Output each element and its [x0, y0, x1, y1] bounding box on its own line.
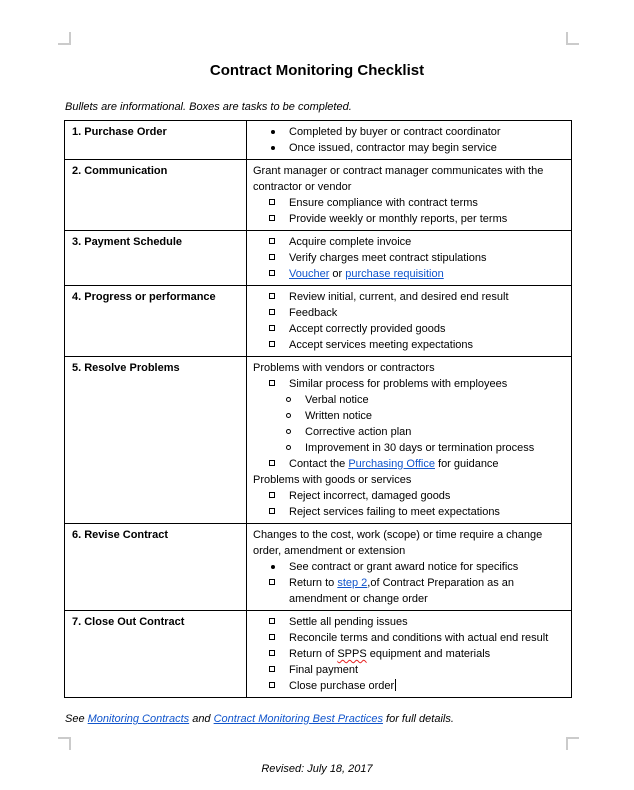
hyperlink[interactable]: Voucher	[289, 268, 330, 280]
list-item	[253, 392, 569, 408]
checkbox-icon[interactable]	[269, 666, 275, 672]
hyperlink[interactable]: Purchasing Office	[348, 458, 435, 470]
list-item	[253, 575, 569, 607]
text-segment: Settle all pending issues	[289, 616, 408, 628]
item-text	[289, 646, 569, 662]
paragraph	[253, 472, 569, 488]
text-segment: Return of	[289, 648, 338, 660]
glyph-holder	[269, 211, 289, 221]
glyph-holder	[269, 614, 289, 624]
item-text	[305, 392, 569, 408]
table-row	[65, 611, 572, 698]
item-text	[289, 376, 569, 392]
table-row	[65, 286, 572, 357]
paragraph	[253, 360, 569, 376]
text-segment: Feedback	[289, 307, 338, 319]
text-segment: Problems with goods or services	[253, 474, 412, 486]
item-text	[289, 266, 569, 282]
margin-mark-bottom-right-icon	[566, 737, 579, 750]
list-item	[253, 211, 569, 227]
checkbox-icon[interactable]	[269, 492, 275, 498]
item-text	[253, 527, 569, 559]
row-content	[247, 357, 572, 524]
checkbox-icon[interactable]	[269, 579, 275, 585]
list-item	[253, 408, 569, 424]
item-text	[253, 472, 569, 488]
checkbox-icon[interactable]	[269, 682, 275, 688]
item-text	[289, 575, 569, 607]
row-label: 5. Resolve Problems	[65, 357, 247, 524]
glyph-holder	[269, 234, 289, 244]
text-segment: Grant manager or contract manager communicates with the contractor or vendor	[253, 165, 544, 193]
text-cursor	[395, 679, 396, 691]
checkbox-icon[interactable]	[269, 460, 275, 466]
list-item	[253, 614, 569, 630]
text-segment: Contact the	[289, 458, 349, 470]
glyph-holder	[285, 408, 305, 418]
list-item	[253, 559, 569, 575]
item-text	[289, 211, 569, 227]
checkbox-icon[interactable]	[269, 270, 275, 276]
text-segment: See contract or grant award notice for specifics	[289, 561, 519, 573]
list-item	[253, 456, 569, 472]
item-text	[289, 305, 569, 321]
text-segment: or	[329, 268, 346, 280]
instructions-note: Bullets are informational. Boxes are tasks to be completed.	[65, 101, 352, 113]
margin-mark-top-left-icon	[58, 32, 71, 45]
list-item	[253, 250, 569, 266]
checklist-table-body	[65, 121, 572, 698]
list-item	[253, 488, 569, 504]
checkbox-icon[interactable]	[269, 199, 275, 205]
item-text	[305, 408, 569, 424]
table-row	[65, 121, 572, 160]
text-segment: Improvement in 30 days or termination process	[305, 442, 535, 454]
circle-bullet-icon	[286, 429, 291, 434]
item-text	[253, 360, 569, 376]
hyperlink[interactable]: purchase requisition	[345, 268, 444, 280]
item-text	[289, 195, 569, 211]
circle-bullet-icon	[286, 413, 291, 418]
row-content	[247, 611, 572, 698]
text-segment: Reconcile terms and conditions with actual end result	[289, 632, 549, 644]
list-item	[253, 195, 569, 211]
checkbox-icon[interactable]	[269, 215, 275, 221]
checkbox-icon[interactable]	[269, 380, 275, 386]
row-content	[247, 160, 572, 231]
item-text	[289, 140, 569, 156]
hyperlink[interactable]: Monitoring Contracts	[87, 713, 190, 725]
hyperlink[interactable]: step 2	[337, 577, 368, 589]
text-segment: Reject incorrect, damaged goods	[289, 490, 451, 502]
item-text	[289, 488, 569, 504]
text-segment: Similar process for problems with employees	[289, 378, 508, 390]
item-text	[289, 662, 569, 678]
glyph-holder	[269, 124, 289, 134]
margin-mark-bottom-left-icon	[58, 737, 71, 750]
paragraph	[253, 163, 569, 195]
revised-date: Revised: July 18, 2017	[261, 763, 373, 775]
glyph-holder	[269, 678, 289, 688]
checklist-table	[64, 120, 572, 698]
footer-note	[65, 711, 634, 727]
row-content	[247, 231, 572, 286]
text-segment: SPPS	[337, 648, 367, 660]
checkbox-icon[interactable]	[269, 293, 275, 299]
checkbox-icon[interactable]	[269, 254, 275, 260]
text-segment: Changes to the cost, work (scope) or time require a change order, amendment or extension	[253, 529, 543, 557]
bullet-icon	[271, 130, 275, 134]
list-item	[253, 305, 569, 321]
list-item	[253, 504, 569, 520]
glyph-holder	[269, 376, 289, 386]
text-segment: Verify charges meet contract stipulations	[289, 252, 487, 264]
row-content	[247, 524, 572, 611]
text-segment: Return to	[289, 577, 338, 589]
glyph-holder	[269, 504, 289, 514]
text-segment: Problems with vendors or contractors	[253, 362, 435, 374]
glyph-holder	[285, 440, 305, 450]
text-segment: ,of Contract Preparation as an amendment or change order	[289, 577, 515, 605]
item-text	[289, 124, 569, 140]
text-segment: for full details.	[382, 713, 454, 725]
list-item	[253, 646, 569, 662]
glyph-holder	[269, 646, 289, 656]
text-segment: Written notice	[305, 410, 373, 422]
item-text	[289, 456, 569, 472]
row-label: 2. Communication	[65, 160, 247, 231]
item-text	[289, 289, 569, 305]
table-row	[65, 231, 572, 286]
checkbox-icon[interactable]	[269, 650, 275, 656]
glyph-holder	[269, 140, 289, 150]
text-segment: Reject services failing to meet expectations	[289, 506, 500, 518]
list-item	[253, 678, 569, 694]
list-item	[253, 424, 569, 440]
item-text	[289, 559, 569, 575]
item-text	[289, 630, 569, 646]
circle-bullet-icon	[286, 445, 291, 450]
margin-mark-top-right-icon	[566, 32, 579, 45]
list-item	[253, 140, 569, 156]
text-segment: equipment and materials	[366, 648, 491, 660]
item-text	[289, 321, 569, 337]
row-label: 3. Payment Schedule	[65, 231, 247, 286]
item-text	[253, 163, 569, 195]
item-text	[289, 234, 569, 250]
checkbox-icon[interactable]	[269, 634, 275, 640]
glyph-holder	[285, 424, 305, 434]
glyph-holder	[269, 337, 289, 347]
row-label: 7. Close Out Contract	[65, 611, 247, 698]
glyph-holder	[269, 266, 289, 276]
glyph-holder	[269, 321, 289, 331]
row-label: 1. Purchase Order	[65, 121, 247, 160]
checkbox-icon[interactable]	[269, 618, 275, 624]
item-text	[289, 504, 569, 520]
text-segment: Provide weekly or monthly reports, per terms	[289, 213, 508, 225]
text-segment: Final payment	[289, 664, 359, 676]
row-label: 6. Revise Contract	[65, 524, 247, 611]
text-segment: Close purchase order	[289, 680, 395, 692]
table-row	[65, 524, 572, 611]
item-text	[289, 337, 569, 353]
bullet-icon	[271, 565, 275, 569]
glyph-holder	[269, 195, 289, 205]
checkbox-icon[interactable]	[269, 341, 275, 347]
checkbox-icon[interactable]	[269, 309, 275, 315]
text-segment: Review initial, current, and desired end result	[289, 291, 509, 303]
text-segment: Verbal notice	[305, 394, 369, 406]
row-content	[247, 286, 572, 357]
row-label: 4. Progress or performance	[65, 286, 247, 357]
table-row	[65, 160, 572, 231]
list-item	[253, 124, 569, 140]
checkbox-icon[interactable]	[269, 508, 275, 514]
paragraph	[253, 527, 569, 559]
item-text	[289, 250, 569, 266]
glyph-holder	[269, 305, 289, 315]
list-item	[253, 662, 569, 678]
circle-bullet-icon	[286, 397, 291, 402]
list-item	[253, 289, 569, 305]
list-item	[253, 337, 569, 353]
table-row	[65, 357, 572, 524]
page-title: Contract Monitoring Checklist	[209, 62, 425, 79]
text-segment: Corrective action plan	[305, 426, 412, 438]
checkbox-icon[interactable]	[269, 238, 275, 244]
list-item	[253, 234, 569, 250]
text-segment: Once issued, contractor may begin service	[289, 142, 497, 154]
glyph-holder	[269, 250, 289, 260]
list-item	[253, 630, 569, 646]
text-segment: for guidance	[434, 458, 499, 470]
text-segment: See	[65, 713, 88, 725]
list-item	[253, 266, 569, 282]
item-text	[305, 424, 569, 440]
row-content	[247, 121, 572, 160]
item-text	[289, 614, 569, 630]
glyph-holder	[269, 289, 289, 299]
glyph-holder	[269, 662, 289, 672]
glyph-holder	[285, 392, 305, 402]
checkbox-icon[interactable]	[269, 325, 275, 331]
bullet-icon	[271, 146, 275, 150]
text-segment: Acquire complete invoice	[289, 236, 412, 248]
text-segment: Ensure compliance with contract terms	[289, 197, 478, 209]
text-segment: and	[189, 713, 214, 725]
hyperlink[interactable]: Contract Monitoring Best Practices	[213, 713, 383, 725]
text-segment: Accept correctly provided goods	[289, 323, 446, 335]
text-segment: Accept services meeting expectations	[289, 339, 474, 351]
item-text	[305, 440, 569, 456]
glyph-holder	[269, 559, 289, 569]
item-text	[289, 678, 569, 694]
list-item	[253, 321, 569, 337]
glyph-holder	[269, 630, 289, 640]
list-item	[253, 376, 569, 392]
glyph-holder	[269, 456, 289, 466]
glyph-holder	[269, 575, 289, 585]
list-item	[253, 440, 569, 456]
text-segment: Completed by buyer or contract coordinator	[289, 126, 501, 138]
glyph-holder	[269, 488, 289, 498]
